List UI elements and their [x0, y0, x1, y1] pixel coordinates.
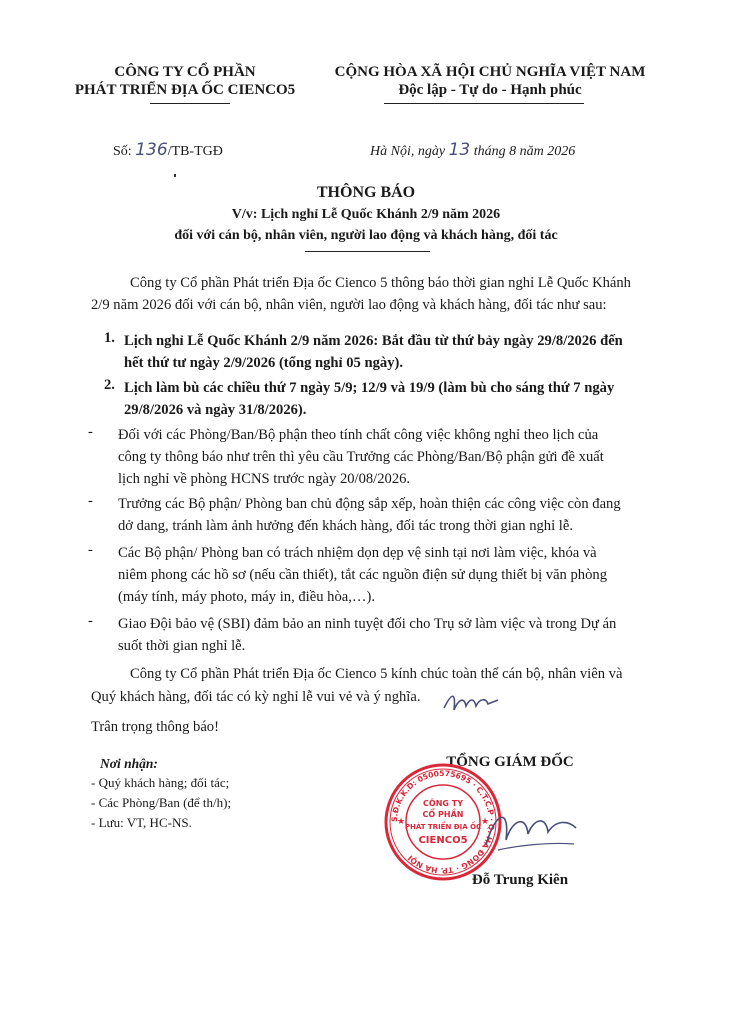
- bullet-dash: -: [88, 493, 93, 509]
- recipient-item: - Quý khách hàng; đối tác;: [91, 775, 230, 790]
- number-prefix: Số:: [113, 144, 132, 159]
- initial-signature: [440, 688, 502, 716]
- numbered-item-1-line2: hết thứ tư ngày 2/9/2026 (tổng nghỉ 05 ngày).: [124, 355, 404, 371]
- document-number: [113, 140, 223, 160]
- bullet-3-line2: niêm phong các hồ sơ (nếu cần thiết), tắt các nguồn điện sử dụng thiết bị văn phòng: [118, 567, 607, 583]
- svg-text:★: ★: [397, 817, 406, 827]
- notice-subject-line1: V/v: Lịch nghỉ Lễ Quốc Khánh 2/9 năm 2026: [231, 207, 501, 222]
- seal-line3: PHÁT TRIỂN ĐỊA ỐC: [404, 823, 482, 831]
- bullet-4-line1: Giao Đội bảo vệ (SBI) đảm bảo an ninh tuyệt đối cho Trụ sở làm việc và trong Dự án: [118, 616, 617, 632]
- bullet-2-line1: Trưởng các Bộ phận/ Phòng ban chủ động sắp xếp, hoàn thiện các công việc còn đang: [118, 496, 621, 512]
- company-name-line2: PHÁT TRIỂN ĐỊA ỐC CIENCO5: [74, 82, 296, 98]
- signer-name: Đỗ Trung Kiên: [471, 872, 569, 888]
- motto-underline: [384, 103, 584, 104]
- notice-subject-line2: đối với cán bộ, nhân viên, người lao động và khách hàng, đối tác: [174, 228, 558, 243]
- date-month-year: tháng 8 năm 2026: [473, 144, 576, 159]
- intro-line2: 2/9 năm 2026 đối với cán bộ, nhân viên, người lao động và khách hàng, đối tác như sau:: [91, 297, 607, 313]
- recipients-heading: Nơi nhận:: [100, 756, 158, 771]
- national-motto: Độc lập - Tự do - Hạnh phúc: [398, 82, 582, 98]
- closing-line2: Quý khách hàng, đối tác có kỳ nghỉ lễ vui vẻ và ý nghĩa.: [91, 689, 421, 705]
- notice-title: THÔNG BÁO: [316, 184, 416, 201]
- bullet-1-line2: công ty thông báo như trên thì yêu cầu Trưởng các Phòng/Ban/Bộ phận gửi đề xuất: [118, 449, 604, 465]
- signer-title: TỔNG GIÁM ĐỐC: [446, 754, 574, 770]
- handwritten-number: 136: [135, 140, 168, 160]
- recipient-item: - Các Phòng/Ban (để th/h);: [91, 795, 232, 810]
- bullet-2-line2: dở dang, tránh làm ảnh hưởng đến khách hàng, đối tác trong thời gian nghỉ lễ.: [118, 518, 573, 534]
- intro-line1: Công ty Cổ phần Phát triển Địa ốc Cienco 5 thông báo thời gian nghỉ Lễ Quốc Khánh: [130, 275, 631, 291]
- closing-line1: Công ty Cổ phần Phát triển Địa ốc Cienco 5 kính chúc toàn thể cán bộ, nhân viên và: [130, 666, 623, 682]
- seal-ring-text: S.Đ.K.K.D: 0500575695 · C.T.C.P · Q. HÀ ĐÔNG · TP. HÀ NỘI: [389, 768, 497, 876]
- seal-line1: CÔNG TY: [423, 799, 463, 808]
- bullet-dash: -: [88, 542, 93, 558]
- place-date: [370, 140, 575, 160]
- svg-text:★: ★: [481, 817, 490, 827]
- country-name: CỘNG HÒA XÃ HỘI CHỦ NGHĨA VIỆT NAM: [334, 64, 646, 80]
- bullet-3-line1: Các Bộ phận/ Phòng ban có trách nhiệm dọn dẹp vệ sinh tại nơi làm việc, khóa và: [118, 545, 597, 561]
- numbered-item-2-number: 2.: [104, 377, 115, 393]
- bullet-4-line2: suốt thời gian nghỉ lễ.: [118, 638, 246, 654]
- recipient-item: - Lưu: VT, HC-NS.: [91, 815, 192, 830]
- date-prefix: Hà Nội, ngày: [370, 144, 446, 159]
- bullet-3-line3: (máy tính, máy photo, máy in, điều hòa,…).: [118, 589, 375, 605]
- handwritten-day: 13: [448, 140, 471, 160]
- number-suffix: /TB-TGĐ: [167, 144, 223, 159]
- seal-line4: CIENCO5: [418, 835, 468, 846]
- numbered-item-2-line1: Lịch làm bù các chiều thứ 7 ngày 5/9; 12/9 và 19/9 (làm bù cho sáng thứ 7 ngày: [124, 380, 615, 396]
- bullet-1-line1: Đối với các Phòng/Ban/Bộ phận theo tính chất công việc không nghỉ theo lịch của: [118, 427, 599, 443]
- numbered-item-2-line2: 29/8/2026 và ngày 31/8/2026).: [124, 402, 307, 418]
- ink-speck: [174, 174, 176, 177]
- bullet-dash: -: [88, 613, 93, 629]
- company-name-line1: CÔNG TY CỔ PHẦN: [114, 64, 256, 80]
- company-underline: [150, 103, 230, 104]
- numbered-item-1-number: 1.: [104, 330, 115, 346]
- director-signature: [476, 800, 586, 860]
- seal-line2: CỔ PHẦN: [422, 810, 464, 819]
- bullet-1-line3: lịch nghỉ về phòng HCNS trước ngày 20/08/2026.: [118, 471, 411, 487]
- numbered-item-1-line1: Lịch nghỉ Lễ Quốc Khánh 2/9 năm 2026: Bắt đầu từ thứ bảy ngày 29/8/2026 đến: [124, 333, 623, 349]
- regards-line: Trân trọng thông báo!: [91, 719, 219, 735]
- bullet-dash: -: [88, 424, 93, 440]
- title-underline: [305, 251, 430, 252]
